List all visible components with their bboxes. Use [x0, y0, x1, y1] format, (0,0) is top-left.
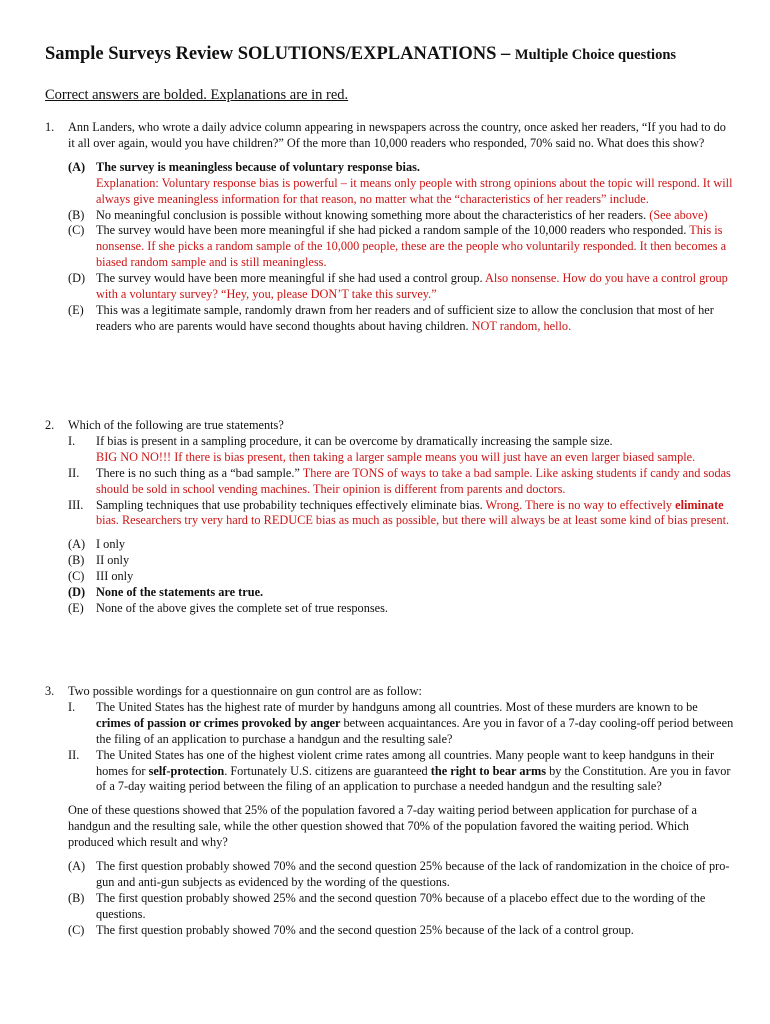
option-label: (C): [68, 922, 85, 937]
answer-option-d: [45, 271, 735, 303]
statement-text: The United States has one of the highest violent crime rates among all countries. Many people want to keep handguns in their homes for: [96, 747, 715, 778]
answer-option-a: [45, 859, 735, 891]
wording-i: [45, 700, 735, 748]
answer-option-c: [45, 569, 735, 585]
explanation: This is nonsense. If she picks a random sample of the 10,000 people, these are the people who voluntarily responded. It then becomes a biased random sample and is still meaningless.: [96, 223, 727, 270]
question-number: 3.: [45, 684, 55, 698]
explanation-part: bias. Researchers try very hard to REDUCE bias as much as possible, but there will always be at least some kind of bias present.: [96, 513, 730, 528]
statement-label: II.: [68, 465, 80, 480]
title-dash: –: [496, 44, 515, 64]
answer-option-b: [45, 208, 735, 224]
option-label: (C): [68, 569, 85, 584]
statement-emphasis: crimes of passion or crimes provoked by anger: [96, 715, 341, 730]
option-text: No meaningful conclusion is possible without knowing something more about the characteristics of her readers.: [96, 207, 650, 222]
option-text: I only: [96, 537, 126, 552]
statement-label: III.: [68, 497, 84, 512]
option-text: The survey is meaningless because of voluntary response bias.: [96, 159, 420, 174]
option-text: The survey would have been more meaningful if she had used a control group.: [96, 271, 485, 286]
statement-text: by the Constitution. Are you in favor of a 7-day waiting period between the filing of an application to purchase a needed handgun and the resulting sale?: [96, 763, 731, 794]
statement-text: . Fortunately U.S. citizens are guaranteed: [224, 763, 431, 778]
explanation: There are TONS of ways to take a bad sample. Like asking students if candy and sodas should be sold in school vending machines. Their opinion is different from parents and doctors.: [96, 465, 731, 496]
option-label: (A): [68, 859, 86, 874]
explanation: (See above): [649, 207, 708, 222]
option-text: III only: [96, 569, 134, 584]
title-main: Sample Surveys Review SOLUTIONS/EXPLANATIONS: [45, 44, 497, 64]
question-number: 2.: [45, 418, 55, 432]
option-label: (B): [68, 207, 85, 222]
option-label: (E): [68, 302, 84, 317]
explanation: Also nonsense. How do you have a control group with a voluntary survey? “Hey, you, please DON’T take this survey.”: [96, 271, 728, 302]
page-title: [45, 44, 677, 64]
statement-text: Sampling techniques that use probability techniques effectively eliminate bias.: [96, 497, 486, 512]
statement-label: I.: [68, 699, 76, 714]
option-label: (E): [68, 600, 84, 615]
answer-option-e: [45, 303, 735, 335]
wording-ii: [45, 748, 735, 796]
option-label: (A): [68, 537, 86, 552]
answer-option-d: [45, 585, 735, 601]
title-subtitle: Multiple Choice questions: [514, 47, 677, 63]
answer-option-c: [45, 223, 735, 271]
question-3: [45, 684, 735, 939]
statement-text: There is no such thing as a “bad sample.”: [96, 465, 303, 480]
option-label: (A): [68, 159, 86, 174]
option-text: None of the statements are true.: [96, 585, 264, 600]
option-text: This was a legitimate sample, randomly drawn from her readers and of sufficient size to allow the conclusion that most of her readers who are parents would have second thoughts about having children.: [96, 302, 714, 333]
option-label: (D): [68, 585, 86, 600]
option-label: (B): [68, 553, 85, 568]
option-label: (D): [68, 271, 86, 286]
answer-option-a: [45, 537, 735, 553]
statement-label: I.: [68, 433, 76, 448]
answer-option-c: [45, 923, 735, 939]
question-paragraph: One of these questions showed that 25% of the population favored a 7-day waiting period between application for purchase of a handgun and the resulting sale, while the other question showed that 70% of the population favored the waiting period. Which produced which result and why?: [68, 803, 697, 850]
option-text: The first question probably showed 70% and the second question 25% because of the lack of a control group.: [96, 922, 634, 937]
statement-text: The United States has the highest rate of murder by handguns among all countries. Most of these murders are known to be: [96, 699, 698, 714]
statement-text: If bias is present in a sampling procedure, it can be overcome by dramatically increasing the sample size.: [96, 433, 613, 448]
question-stem: Two possible wordings for a questionnaire on gun control are as follow:: [68, 684, 422, 698]
explanation: Explanation: Voluntary response bias is powerful – it means only people with strong opinions about the topic will respond. It will always give meaningless information for that reason, no matter what the “characteristics of her readers” include.: [96, 175, 733, 206]
question-2: [45, 418, 735, 617]
option-label: (B): [68, 890, 85, 905]
answer-option-e: [45, 601, 735, 617]
option-text: The first question probably showed 70% and the second question 25% because of the lack of randomization in the choice of pro-gun and anti-gun subjects as evidenced by the wording of the questions.: [96, 859, 730, 889]
answer-option-b: [45, 891, 735, 923]
question-1: [45, 120, 735, 335]
statement-text: between acquaintances. Are you in favor of a 7-day cooling-off period between the filing of an application to purchase a handgun and the resulting sale?: [96, 715, 734, 746]
statement-label: II.: [68, 747, 80, 762]
option-text: II only: [96, 553, 130, 568]
option-text: None of the above gives the complete set of true responses.: [96, 600, 388, 615]
explanation-emphasis: eliminate: [675, 497, 724, 512]
statement-iii: [45, 498, 735, 530]
explanation: BIG NO NO!!! If there is bias present, then taking a larger sample means you will just have an even larger biased sample.: [96, 449, 696, 464]
option-text: The survey would have been more meaningful if she had picked a random sample of the 10,000 readers who responded.: [96, 223, 690, 238]
statement-emphasis: self-protection: [148, 763, 225, 778]
question-stem: Ann Landers, who wrote a daily advice column appearing in newspapers across the country, once asked her readers, “If you had to do it all over again, would you have children?” Of the more than 10,000 readers who responded, 70% said no. What does this show?: [68, 120, 726, 150]
explanation-part: Wrong. There is no way to effectively: [485, 497, 676, 512]
answer-option-b: [45, 553, 735, 569]
answer-option-a: [45, 160, 735, 208]
statement-ii: [45, 466, 735, 498]
intro-note: Correct answers are bolded. Explanations are in red.: [45, 87, 349, 103]
explanation: NOT random, hello.: [471, 318, 572, 333]
option-text: The first question probably showed 25% and the second question 70% because of a placebo effect due to the wording of the questions.: [96, 890, 706, 921]
statement-emphasis: the right to bear arms: [430, 763, 546, 778]
statement-i: [45, 434, 735, 466]
question-stem: Which of the following are true statements?: [68, 418, 284, 432]
question-number: 1.: [45, 120, 55, 134]
option-label: (C): [68, 223, 85, 238]
